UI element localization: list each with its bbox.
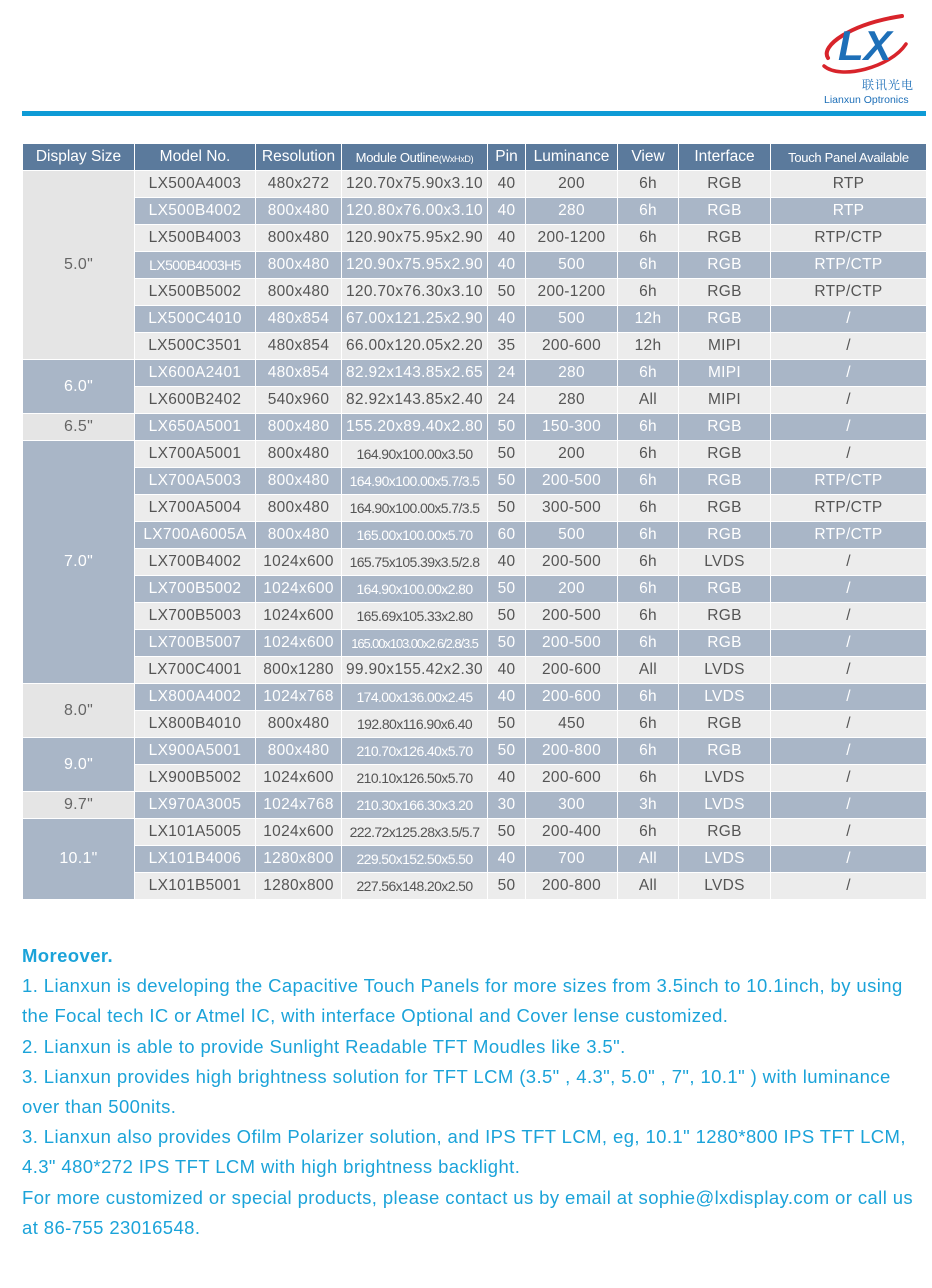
pin-cell: 35 <box>488 333 526 360</box>
col-header-luminance: Luminance <box>526 144 618 171</box>
pin-cell: 50 <box>488 738 526 765</box>
resolution-cell: 1024x768 <box>256 684 342 711</box>
model-cell: LX970A3005 <box>135 792 256 819</box>
resolution-cell: 800x1280 <box>256 657 342 684</box>
pin-cell: 50 <box>488 603 526 630</box>
view-cell: 6h <box>618 711 679 738</box>
outline-cell: 165.69x105.33x2.80 <box>342 603 488 630</box>
luminance-cell: 700 <box>526 846 618 873</box>
resolution-cell: 480x854 <box>256 306 342 333</box>
view-cell: All <box>618 657 679 684</box>
luminance-cell: 200-500 <box>526 468 618 495</box>
table-row <box>23 603 927 630</box>
touch-panel-cell: / <box>771 360 927 387</box>
interface-cell: LVDS <box>679 846 771 873</box>
interface-cell: LVDS <box>679 873 771 900</box>
pin-cell: 40 <box>488 252 526 279</box>
resolution-cell: 1024x600 <box>256 603 342 630</box>
luminance-cell: 200 <box>526 441 618 468</box>
luminance-cell: 500 <box>526 522 618 549</box>
touch-panel-cell: / <box>771 576 927 603</box>
luminance-cell: 500 <box>526 306 618 333</box>
view-cell: 6h <box>618 252 679 279</box>
pin-cell: 50 <box>488 576 526 603</box>
resolution-cell: 1024x600 <box>256 549 342 576</box>
interface-cell: LVDS <box>679 792 771 819</box>
resolution-cell: 1024x600 <box>256 765 342 792</box>
display-size-cell: 9.7" <box>23 792 135 819</box>
model-cell: LX900B5002 <box>135 765 256 792</box>
outline-cell: 67.00x121.25x2.90 <box>342 306 488 333</box>
resolution-cell: 1024x600 <box>256 630 342 657</box>
table-row <box>23 279 927 306</box>
luminance-cell: 200 <box>526 171 618 198</box>
luminance-cell: 200 <box>526 576 618 603</box>
table-header-row <box>23 144 927 171</box>
outline-cell: 222.72x125.28x3.5/5.7 <box>342 819 488 846</box>
model-cell: LX500B4002 <box>135 198 256 225</box>
luminance-cell: 200-600 <box>526 657 618 684</box>
outline-cell: 227.56x148.20x2.50 <box>342 873 488 900</box>
outline-cell: 165.75x105.39x3.5/2.8 <box>342 549 488 576</box>
resolution-cell: 800x480 <box>256 414 342 441</box>
resolution-cell: 800x480 <box>256 738 342 765</box>
pin-cell: 50 <box>488 495 526 522</box>
touch-panel-cell: / <box>771 630 927 657</box>
table-body <box>23 171 927 900</box>
interface-cell: RGB <box>679 495 771 522</box>
outline-cell: 210.30x166.30x3.20 <box>342 792 488 819</box>
model-cell: LX101A5005 <box>135 819 256 846</box>
model-cell: LX600A2401 <box>135 360 256 387</box>
table-row <box>23 333 927 360</box>
resolution-cell: 540x960 <box>256 387 342 414</box>
luminance-cell: 450 <box>526 711 618 738</box>
resolution-cell: 800x480 <box>256 441 342 468</box>
resolution-cell: 1024x600 <box>256 576 342 603</box>
outline-cell: 164.90x100.00x5.7/3.5 <box>342 495 488 522</box>
col-header-model: Model No. <box>135 144 256 171</box>
table-row <box>23 549 927 576</box>
table-row <box>23 468 927 495</box>
col-header-display-size: Display Size <box>23 144 135 171</box>
model-cell: LX900A5001 <box>135 738 256 765</box>
interface-cell: RGB <box>679 468 771 495</box>
view-cell: 6h <box>618 522 679 549</box>
interface-cell: RGB <box>679 819 771 846</box>
note-item: 2. Lianxun is able to provide Sunlight Readable TFT Moudles like 3.5". <box>22 1035 626 1057</box>
model-cell: LX500B4003H5 <box>135 252 256 279</box>
resolution-cell: 1280x800 <box>256 846 342 873</box>
resolution-cell: 800x480 <box>256 711 342 738</box>
interface-cell: RGB <box>679 414 771 441</box>
resolution-cell: 800x480 <box>256 522 342 549</box>
touch-panel-cell: / <box>771 684 927 711</box>
outline-cell: 164.90x100.00x5.7/3.5 <box>342 468 488 495</box>
model-cell: LX700B5007 <box>135 630 256 657</box>
col-header-interface: Interface <box>679 144 771 171</box>
view-cell: 6h <box>618 468 679 495</box>
table-row <box>23 252 927 279</box>
display-size-cell: 8.0" <box>23 684 135 738</box>
model-cell: LX700A5004 <box>135 495 256 522</box>
view-cell: 6h <box>618 360 679 387</box>
interface-cell: RGB <box>679 522 771 549</box>
table-row <box>23 387 927 414</box>
model-cell: LX700B4002 <box>135 549 256 576</box>
outline-cell: 229.50x152.50x5.50 <box>342 846 488 873</box>
outline-cell: 155.20x89.40x2.80 <box>342 414 488 441</box>
luminance-cell: 200-800 <box>526 873 618 900</box>
display-size-cell: 10.1" <box>23 819 135 900</box>
notes-section <box>22 941 922 1243</box>
view-cell: All <box>618 387 679 414</box>
interface-cell: RGB <box>679 441 771 468</box>
note-item: 1. Lianxun is developing the Capacitive Touch Panels for more sizes from 3.5inch to 10.1inch, by using the Focal tech IC or Atmel IC, with interface Optional and Cover lense customized. <box>22 975 903 1027</box>
outline-cell: 82.92x143.85x2.65 <box>342 360 488 387</box>
interface-cell: MIPI <box>679 387 771 414</box>
luminance-cell: 150-300 <box>526 414 618 441</box>
interface-cell: RGB <box>679 630 771 657</box>
pin-cell: 40 <box>488 198 526 225</box>
interface-cell: RGB <box>679 576 771 603</box>
display-size-cell: 9.0" <box>23 738 135 792</box>
interface-cell: LVDS <box>679 657 771 684</box>
product-spec-table <box>22 143 927 900</box>
resolution-cell: 800x480 <box>256 468 342 495</box>
resolution-cell: 800x480 <box>256 495 342 522</box>
view-cell: 6h <box>618 603 679 630</box>
luminance-cell: 200-600 <box>526 684 618 711</box>
touch-panel-cell: / <box>771 711 927 738</box>
table-row <box>23 414 927 441</box>
col-header-module-outline: Module Outline(WxHxD) <box>342 144 488 171</box>
touch-panel-cell: / <box>771 657 927 684</box>
touch-panel-cell: RTP/CTP <box>771 522 927 549</box>
outline-cell: 120.90x75.95x2.90 <box>342 252 488 279</box>
model-cell: LX700A6005A <box>135 522 256 549</box>
logo-mark-icon <box>810 6 930 78</box>
note-item: 3. Lianxun provides high brightness solution for TFT LCM (3.5" , 4.3", 5.0" , 7", 10.1" ) with luminance over than 500nits. <box>22 1065 891 1118</box>
pin-cell: 40 <box>488 684 526 711</box>
resolution-cell: 480x854 <box>256 333 342 360</box>
pin-cell: 40 <box>488 549 526 576</box>
luminance-cell: 280 <box>526 198 618 225</box>
display-size-cell: 6.0" <box>23 360 135 414</box>
luminance-cell: 200-400 <box>526 819 618 846</box>
view-cell: 6h <box>618 549 679 576</box>
table-row <box>23 765 927 792</box>
view-cell: 6h <box>618 495 679 522</box>
outline-cell: 192.80x116.90x6.40 <box>342 711 488 738</box>
touch-panel-cell: / <box>771 738 927 765</box>
table-row <box>23 819 927 846</box>
resolution-cell: 800x480 <box>256 252 342 279</box>
model-cell: LX101B4006 <box>135 846 256 873</box>
touch-panel-cell: / <box>771 333 927 360</box>
view-cell: 12h <box>618 306 679 333</box>
brand-name-cn: 联讯光电 <box>862 78 915 92</box>
luminance-cell: 200-500 <box>526 603 618 630</box>
touch-panel-cell: RTP <box>771 198 927 225</box>
model-cell: LX500A4003 <box>135 171 256 198</box>
pin-cell: 50 <box>488 414 526 441</box>
table-row <box>23 171 927 198</box>
outline-cell: 164.90x100.00x2.80 <box>342 576 488 603</box>
luminance-cell: 200-1200 <box>526 279 618 306</box>
view-cell: 6h <box>618 279 679 306</box>
interface-cell: RGB <box>679 711 771 738</box>
table-row <box>23 738 927 765</box>
touch-panel-cell: RTP/CTP <box>771 279 927 306</box>
interface-cell: RGB <box>679 603 771 630</box>
interface-cell: LVDS <box>679 684 771 711</box>
luminance-cell: 200-600 <box>526 765 618 792</box>
pin-cell: 50 <box>488 711 526 738</box>
luminance-cell: 200-600 <box>526 333 618 360</box>
interface-cell: RGB <box>679 225 771 252</box>
model-cell: LX650A5001 <box>135 414 256 441</box>
outline-cell: 120.70x76.30x3.10 <box>342 279 488 306</box>
outline-cell: 165.00x100.00x5.70 <box>342 522 488 549</box>
touch-panel-cell: / <box>771 846 927 873</box>
view-cell: 6h <box>618 414 679 441</box>
touch-panel-cell: / <box>771 414 927 441</box>
resolution-cell: 1024x600 <box>256 819 342 846</box>
touch-panel-cell: / <box>771 873 927 900</box>
outline-cell: 120.80x76.00x3.10 <box>342 198 488 225</box>
model-cell: LX500C4010 <box>135 306 256 333</box>
display-size-cell: 7.0" <box>23 441 135 684</box>
touch-panel-cell: / <box>771 765 927 792</box>
touch-panel-cell: RTP/CTP <box>771 225 927 252</box>
resolution-cell: 1280x800 <box>256 873 342 900</box>
pin-cell: 60 <box>488 522 526 549</box>
view-cell: 3h <box>618 792 679 819</box>
interface-cell: MIPI <box>679 333 771 360</box>
touch-panel-cell: RTP <box>771 171 927 198</box>
note-item: 3. Lianxun also provides Ofilm Polarizer solution, and IPS TFT LCM, eg, 10.1" 1280*800 IPS TFT LCM, 4.3" 480*272 IPS TFT LCM with high brightness backlight. <box>22 1126 906 1178</box>
pin-cell: 50 <box>488 441 526 468</box>
table-row <box>23 873 927 900</box>
luminance-cell: 200-1200 <box>526 225 618 252</box>
pin-cell: 24 <box>488 387 526 414</box>
resolution-cell: 480x854 <box>256 360 342 387</box>
model-cell: LX700B5002 <box>135 576 256 603</box>
outline-cell: 165.00x103.00x2.6/2.8/3.5 <box>342 630 488 657</box>
table-row <box>23 522 927 549</box>
model-cell: LX700A5003 <box>135 468 256 495</box>
display-size-cell: 5.0" <box>23 171 135 360</box>
touch-panel-cell: / <box>771 819 927 846</box>
touch-panel-cell: RTP/CTP <box>771 495 927 522</box>
resolution-cell: 1024x768 <box>256 792 342 819</box>
col-header-pin: Pin <box>488 144 526 171</box>
pin-cell: 50 <box>488 819 526 846</box>
col-header-resolution: Resolution <box>256 144 342 171</box>
table-row <box>23 306 927 333</box>
luminance-cell: 300 <box>526 792 618 819</box>
table-row <box>23 225 927 252</box>
col-header-touch-panel: Touch Panel Available <box>771 144 927 171</box>
model-cell: LX800A4002 <box>135 684 256 711</box>
table-row <box>23 495 927 522</box>
view-cell: 6h <box>618 576 679 603</box>
view-cell: 6h <box>618 765 679 792</box>
resolution-cell: 800x480 <box>256 279 342 306</box>
pin-cell: 40 <box>488 306 526 333</box>
pin-cell: 40 <box>488 171 526 198</box>
model-cell: LX700A5001 <box>135 441 256 468</box>
view-cell: All <box>618 873 679 900</box>
luminance-cell: 500 <box>526 252 618 279</box>
interface-cell: LVDS <box>679 765 771 792</box>
view-cell: 6h <box>618 738 679 765</box>
table-row <box>23 846 927 873</box>
pin-cell: 50 <box>488 468 526 495</box>
resolution-cell: 800x480 <box>256 198 342 225</box>
view-cell: All <box>618 846 679 873</box>
svg-text:LX: LX <box>838 22 892 69</box>
interface-cell: RGB <box>679 198 771 225</box>
luminance-cell: 300-500 <box>526 495 618 522</box>
interface-cell: RGB <box>679 279 771 306</box>
outline-cell: 66.00x120.05x2.20 <box>342 333 488 360</box>
table-row <box>23 657 927 684</box>
outline-cell: 210.10x126.50x5.70 <box>342 765 488 792</box>
touch-panel-cell: RTP/CTP <box>771 252 927 279</box>
display-size-cell: 6.5" <box>23 414 135 441</box>
view-cell: 6h <box>618 171 679 198</box>
company-logo <box>810 6 930 106</box>
pin-cell: 24 <box>488 360 526 387</box>
view-cell: 6h <box>618 819 679 846</box>
interface-cell: LVDS <box>679 549 771 576</box>
pin-cell: 50 <box>488 630 526 657</box>
pin-cell: 50 <box>488 279 526 306</box>
interface-cell: RGB <box>679 171 771 198</box>
pin-cell: 30 <box>488 792 526 819</box>
model-cell: LX500B4003 <box>135 225 256 252</box>
luminance-cell: 280 <box>526 387 618 414</box>
model-cell: LX500C3501 <box>135 333 256 360</box>
interface-cell: RGB <box>679 738 771 765</box>
touch-panel-cell: / <box>771 603 927 630</box>
model-cell: LX700B5003 <box>135 603 256 630</box>
interface-cell: MIPI <box>679 360 771 387</box>
pin-cell: 40 <box>488 657 526 684</box>
touch-panel-cell: RTP/CTP <box>771 468 927 495</box>
model-cell: LX700C4001 <box>135 657 256 684</box>
luminance-cell: 200-500 <box>526 630 618 657</box>
table-row <box>23 630 927 657</box>
view-cell: 6h <box>618 225 679 252</box>
model-cell: LX101B5001 <box>135 873 256 900</box>
table-row <box>23 360 927 387</box>
model-cell: LX500B5002 <box>135 279 256 306</box>
col-header-view: View <box>618 144 679 171</box>
table-row <box>23 576 927 603</box>
luminance-cell: 200-800 <box>526 738 618 765</box>
view-cell: 6h <box>618 441 679 468</box>
table-row <box>23 684 927 711</box>
header-divider <box>22 111 926 116</box>
table-row <box>23 792 927 819</box>
view-cell: 6h <box>618 684 679 711</box>
outline-cell: 120.70x75.90x3.10 <box>342 171 488 198</box>
touch-panel-cell: / <box>771 792 927 819</box>
pin-cell: 40 <box>488 225 526 252</box>
resolution-cell: 480x272 <box>256 171 342 198</box>
view-cell: 12h <box>618 333 679 360</box>
view-cell: 6h <box>618 198 679 225</box>
touch-panel-cell: / <box>771 306 927 333</box>
luminance-cell: 280 <box>526 360 618 387</box>
notes-heading: Moreover. <box>22 945 113 966</box>
pin-cell: 50 <box>488 873 526 900</box>
interface-cell: RGB <box>679 252 771 279</box>
brand-name-en: Lianxun Optronics <box>824 94 909 106</box>
table-row <box>23 198 927 225</box>
resolution-cell: 800x480 <box>256 225 342 252</box>
luminance-cell: 200-500 <box>526 549 618 576</box>
table-row <box>23 441 927 468</box>
outline-cell: 120.90x75.95x2.90 <box>342 225 488 252</box>
interface-cell: RGB <box>679 306 771 333</box>
outline-cell: 174.00x136.00x2.45 <box>342 684 488 711</box>
pin-cell: 40 <box>488 765 526 792</box>
outline-cell: 210.70x126.40x5.70 <box>342 738 488 765</box>
touch-panel-cell: / <box>771 441 927 468</box>
pin-cell: 40 <box>488 846 526 873</box>
contact-note: For more customized or special products, please contact us by email at sophie@lxdisplay.com or call us at 86-755 23016548. <box>22 1186 914 1238</box>
model-cell: LX600B2402 <box>135 387 256 414</box>
view-cell: 6h <box>618 630 679 657</box>
touch-panel-cell: / <box>771 549 927 576</box>
table-row <box>23 711 927 738</box>
outline-cell: 99.90x155.42x2.30 <box>342 657 488 684</box>
touch-panel-cell: / <box>771 387 927 414</box>
outline-cell: 164.90x100.00x3.50 <box>342 441 488 468</box>
outline-cell: 82.92x143.85x2.40 <box>342 387 488 414</box>
model-cell: LX800B4010 <box>135 711 256 738</box>
